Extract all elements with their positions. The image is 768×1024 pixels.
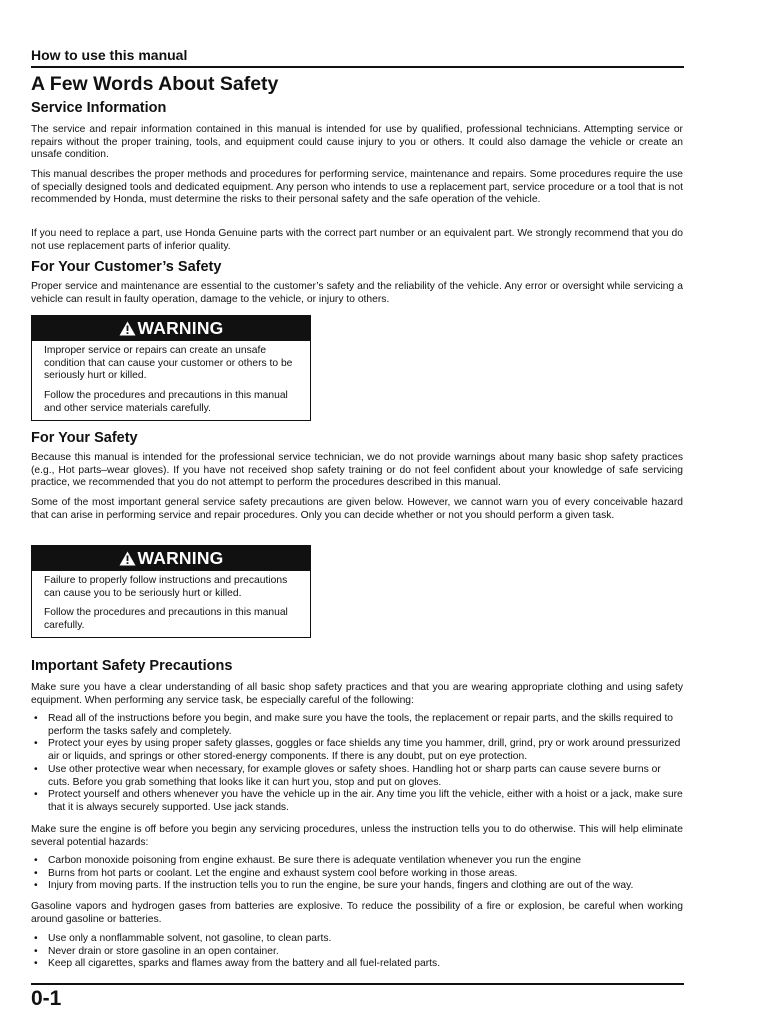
heading-your-safety: For Your Safety — [31, 430, 138, 446]
service-info-paragraph-2: This manual describes the proper methods and procedures for performing service, maintenance and repairs. Some procedures require the use of specially designed tools and dedicated equipment. Any person who intends to use a replacement part, service procedure or a tool that is not recommended by Honda, must determine the risks to their personal safety and the safe operation of the vehicle. — [31, 169, 683, 206]
section-header: How to use this manual — [31, 47, 188, 63]
warning-text-1: Failure to properly follow instructions and precautions can cause you to be seriously hurt or killed. — [44, 575, 288, 599]
service-info-paragraph-1: The service and repair information contained in this manual is intended for use by qualified, professional technicians. Attempting service or repairs without the proper training, tools, and equipment could cause injury to you or others. It could also damage the vehicle or create an unsafe condition. — [31, 124, 683, 161]
precautions-intro: Make sure you have a clear understanding of all basic shop safety practices and that you are wearing appropriate clothing and using safety equipment. When performing any service task, be especially careful of the following: — [31, 682, 683, 706]
customer-safety-paragraph: Proper service and maintenance are essential to the customer’s safety and the reliability of the vehicle. Any error or oversight while servicing a vehicle can result in faulty operation, damage to the vehicle, or injury to others. — [31, 281, 683, 305]
heading-service-information: Service Information — [31, 100, 167, 116]
your-safety-paragraph-1: Because this manual is intended for the professional service technician, we do not provide warnings about many basic shop safety practices (e.g., Hot parts–wear gloves). If you have not received shop safety training or do not feel confident about your knowledge of safe servicing practice, we recommended that you do not attempt to perform the procedures described in this manual. — [31, 452, 683, 489]
your-safety-paragraph-2: Some of the most important general service safety precautions are given below. However, we cannot warn you of every conceivable hazard that can arise in performing service and repair procedures. Only you can decide whether or not you should perform a given task. — [31, 497, 683, 521]
warning-text-1: Improper service or repairs can create an unsafe condition that can cause your customer or others to be seriously hurt or killed. — [44, 345, 293, 382]
gasoline-list — [31, 933, 683, 971]
list-item: • Burns from hot parts or coolant. Let the engine and exhaust system cool before working in those areas. — [31, 868, 683, 881]
gasoline-paragraph: Gasoline vapors and hydrogen gases from batteries are explosive. To reduce the possibility of a fire or explosion, be careful when working around gasoline or batteries. — [31, 901, 683, 925]
warning-label: WARNING — [137, 318, 224, 338]
list-item: • Protect yourself and others whenever you have the vehicle up in the air. Any time you lift the vehicle, either with a hoist or a jack, make sure that it is always securely supported. Use jack stands. — [31, 789, 683, 814]
header-rule — [31, 66, 684, 68]
warning-text-2: Follow the procedures and precautions in this manual carefully. — [44, 607, 288, 632]
warning-label: WARNING — [137, 548, 224, 568]
precautions-list — [31, 713, 683, 815]
list-item: • Use other protective wear when necessary, for example gloves or safety shoes. Handling hot or sharp parts can cause severe burns or cuts. Before you grab something that looks like it can hurt you, stop and put on gloves. — [31, 764, 683, 789]
warning-box-customer — [31, 315, 311, 421]
heading-customer-safety: For Your Customer’s Safety — [31, 259, 222, 275]
list-item: • Read all of the instructions before you begin, and make sure you have the tools, the replacement or repair parts, and the skills required to perform the tasks safely and completely. — [31, 713, 683, 738]
warning-header — [32, 316, 310, 341]
engine-hazards-list — [31, 855, 683, 893]
warning-triangle-icon — [119, 321, 136, 336]
list-item: • Keep all cigarettes, sparks and flames away from the battery and all fuel-related parts. — [31, 958, 683, 971]
page-number: 0-1 — [31, 987, 62, 1010]
list-item: • Injury from moving parts. If the instruction tells you to run the engine, be sure your hands, fingers and clothing are out of the way. — [31, 880, 683, 893]
list-item: • Protect your eyes by using proper safety glasses, goggles or face shields any time you hammer, drill, grind, pry or work around pressurized air or liquids, and springs or other stored-energy components. If there is any doubt, put on eye protection. — [31, 738, 683, 763]
engine-off-paragraph: Make sure the engine is off before you begin any servicing procedures, unless the instruction tells you to do otherwise. This will help eliminate several potential hazards: — [31, 824, 683, 848]
list-item: • Use only a nonflammable solvent, not gasoline, to clean parts. — [31, 933, 683, 946]
warning-triangle-icon — [119, 551, 136, 566]
list-item: • Never drain or store gasoline in an open container. — [31, 946, 683, 959]
warning-text-2: Follow the procedures and precautions in this manual and other service materials carefully. — [44, 390, 288, 414]
page-title: A Few Words About Safety — [31, 73, 279, 95]
warning-header — [32, 546, 310, 571]
service-info-paragraph-3: If you need to replace a part, use Honda Genuine parts with the correct part number or an equivalent part. We strongly recommend that you do not use replacement parts of inferior quality. — [31, 228, 683, 252]
list-item: • Carbon monoxide poisoning from engine exhaust. Be sure there is adequate ventilation whenever you run the engine — [31, 855, 683, 868]
warning-box-personal — [31, 545, 311, 638]
footer-rule — [31, 983, 684, 985]
heading-important-precautions: Important Safety Precautions — [31, 658, 233, 674]
